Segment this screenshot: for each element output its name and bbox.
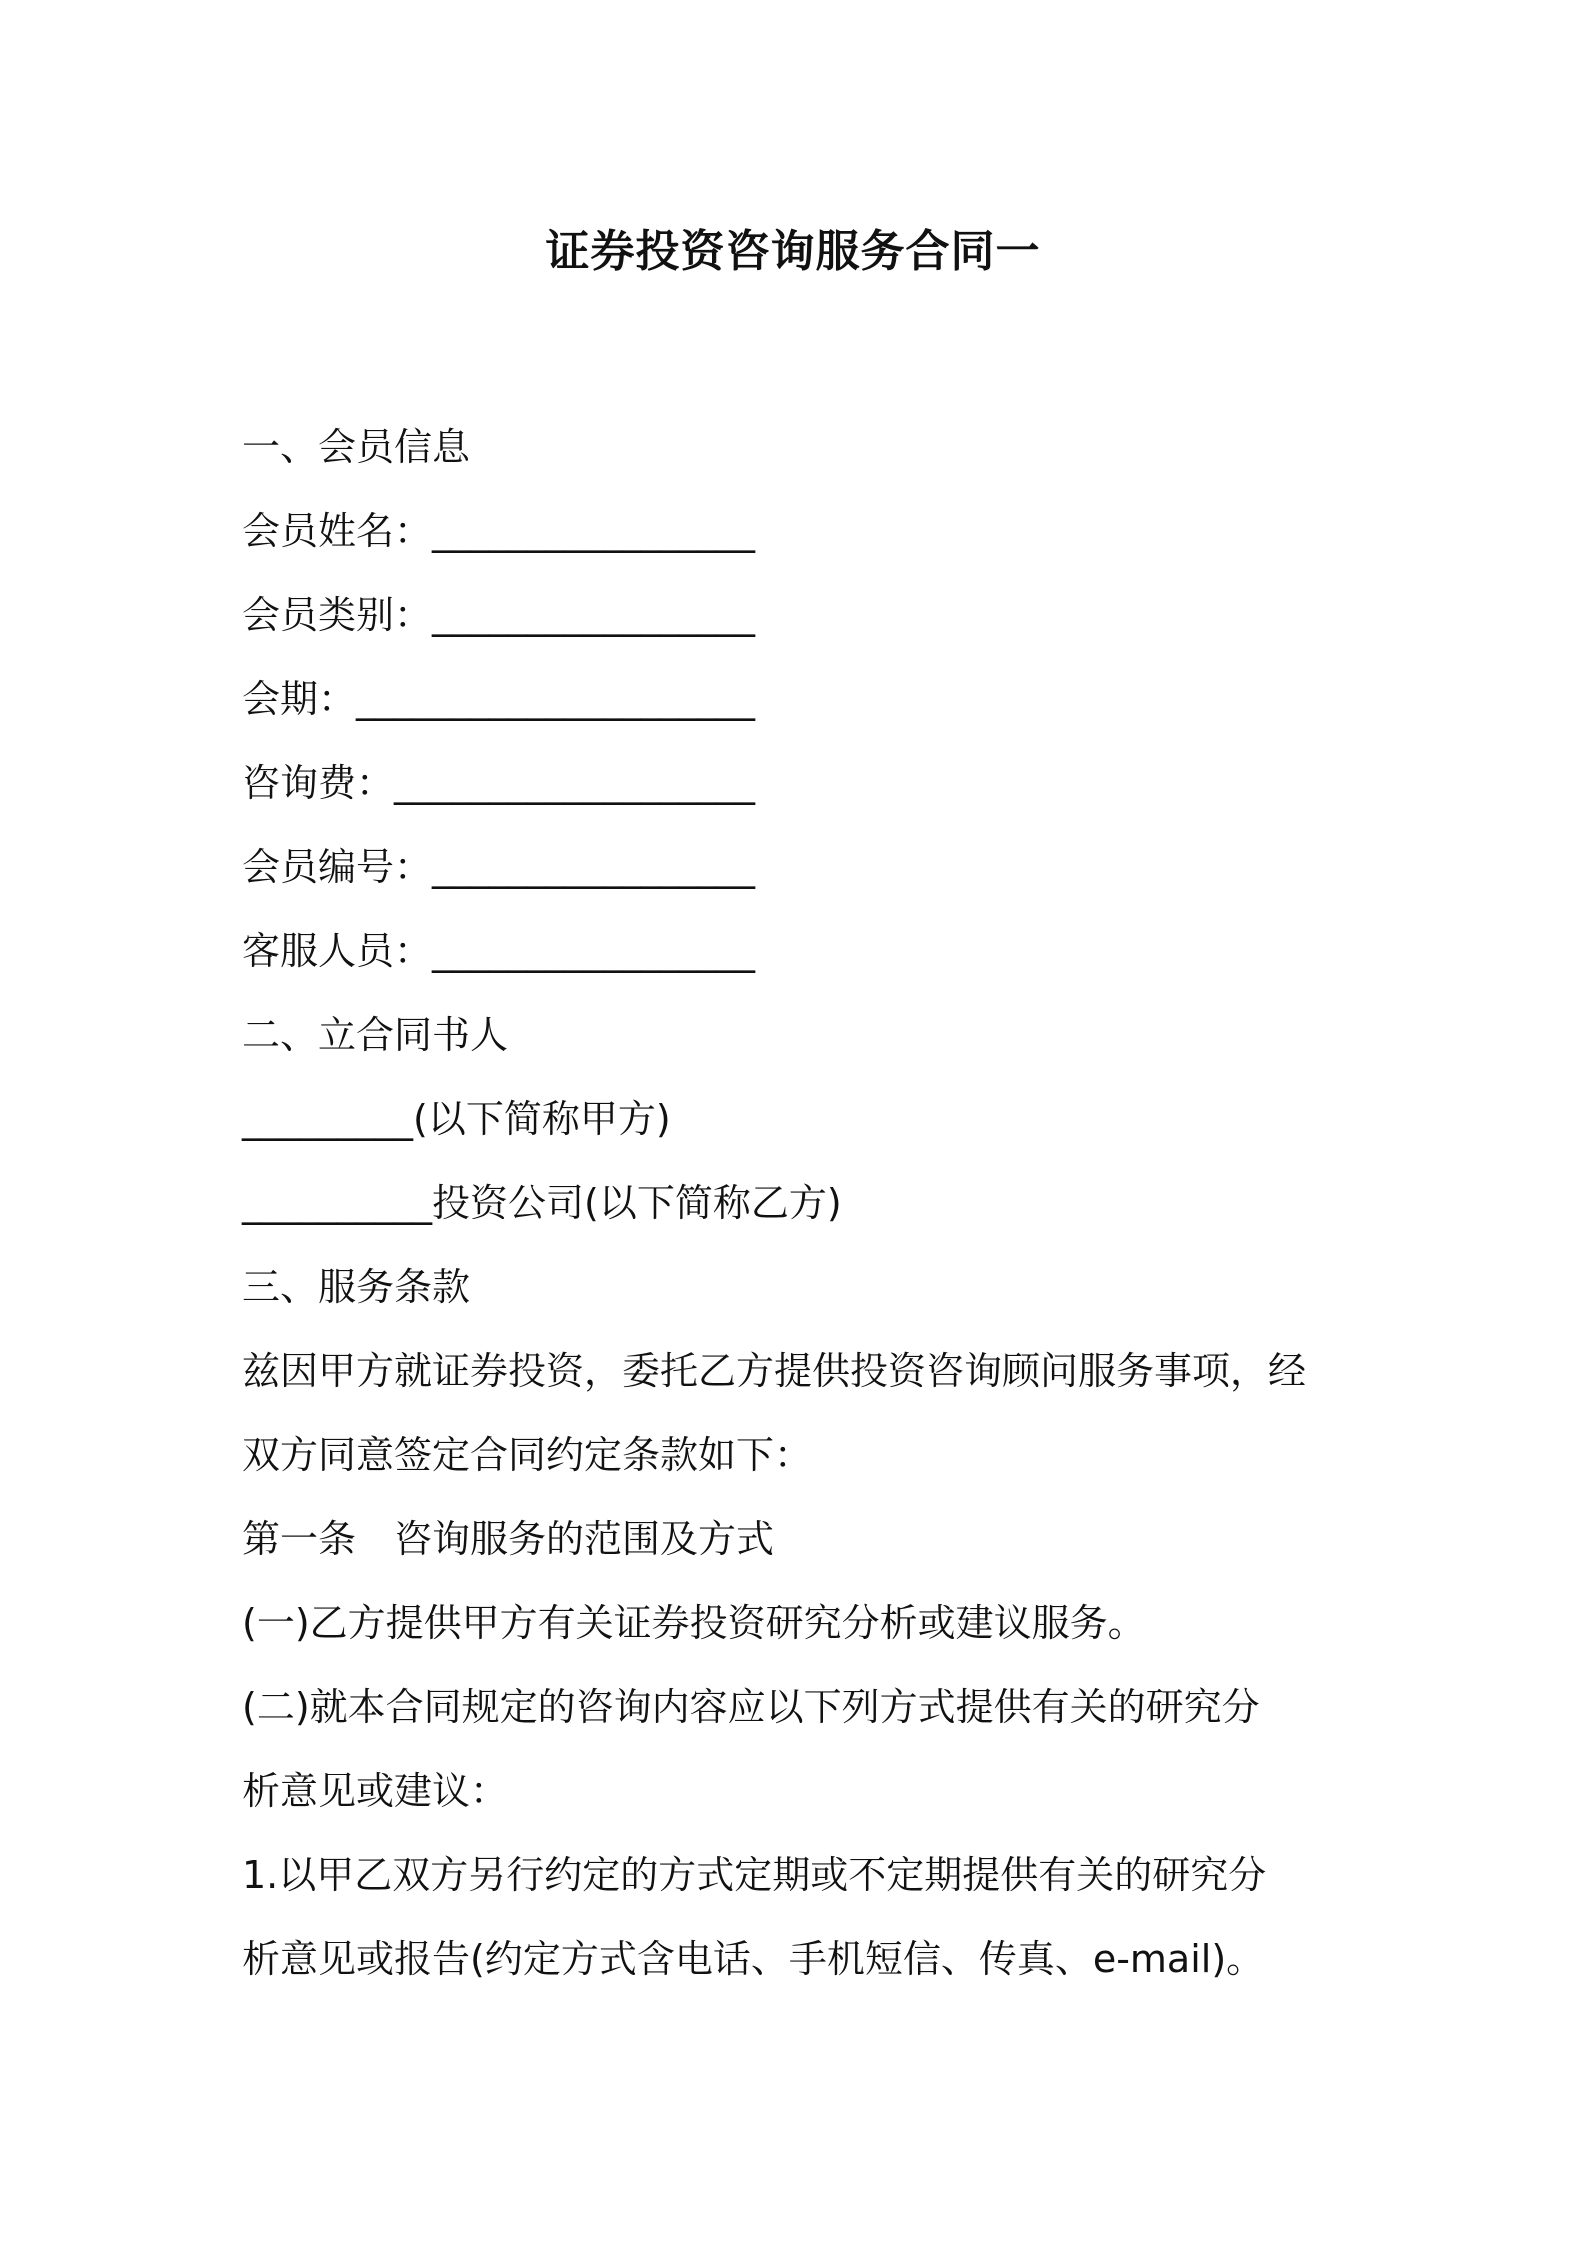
- party-a-line: _________(以下简称甲方): [242, 1097, 671, 1141]
- section-heading-contract-parties: 二、立合同书人: [242, 1013, 509, 1057]
- clause-two-line-1: (二)就本合同规定的咨询内容应以下列方式提供有关的研究分: [242, 1685, 1260, 1729]
- clause-one-line: (一)乙方提供甲方有关证券投资研究分析或建议服务。: [242, 1601, 1146, 1645]
- party-b-line: __________投资公司(以下简称乙方): [242, 1181, 842, 1225]
- member-category-field: 会员类别：_________________: [242, 593, 756, 637]
- member-name-field: 会员姓名：_________________: [242, 509, 756, 553]
- customer-service-staff-field: 客服人员：_________________: [242, 929, 756, 973]
- member-number-field: 会员编号：_________________: [242, 845, 756, 889]
- membership-period-field: 会期：_____________________: [242, 677, 756, 721]
- service-terms-paragraph-line-1: 兹因甲方就证券投资，委托乙方提供投资咨询顾问服务事项，经: [242, 1349, 1307, 1393]
- clause-two-line-2: 析意见或建议：: [242, 1769, 509, 1813]
- document-title: 证券投资咨询服务合同一: [545, 226, 1041, 277]
- section-heading-member-info: 一、会员信息: [242, 425, 471, 469]
- section-heading-service-terms: 三、服务条款: [242, 1265, 471, 1309]
- item-one-line-1: 1.以甲乙双方另行约定的方式定期或不定期提供有关的研究分: [242, 1853, 1267, 1897]
- service-terms-paragraph-line-2: 双方同意签定合同约定条款如下：: [242, 1433, 813, 1477]
- item-one-line-2: 析意见或报告(约定方式含电话、手机短信、传真、e-mail)。: [242, 1937, 1265, 1981]
- consulting-fee-field: 咨询费：___________________: [242, 761, 756, 805]
- article-one-heading: 第一条 咨询服务的范围及方式: [242, 1517, 775, 1561]
- document-body: [242, 405, 1362, 2001]
